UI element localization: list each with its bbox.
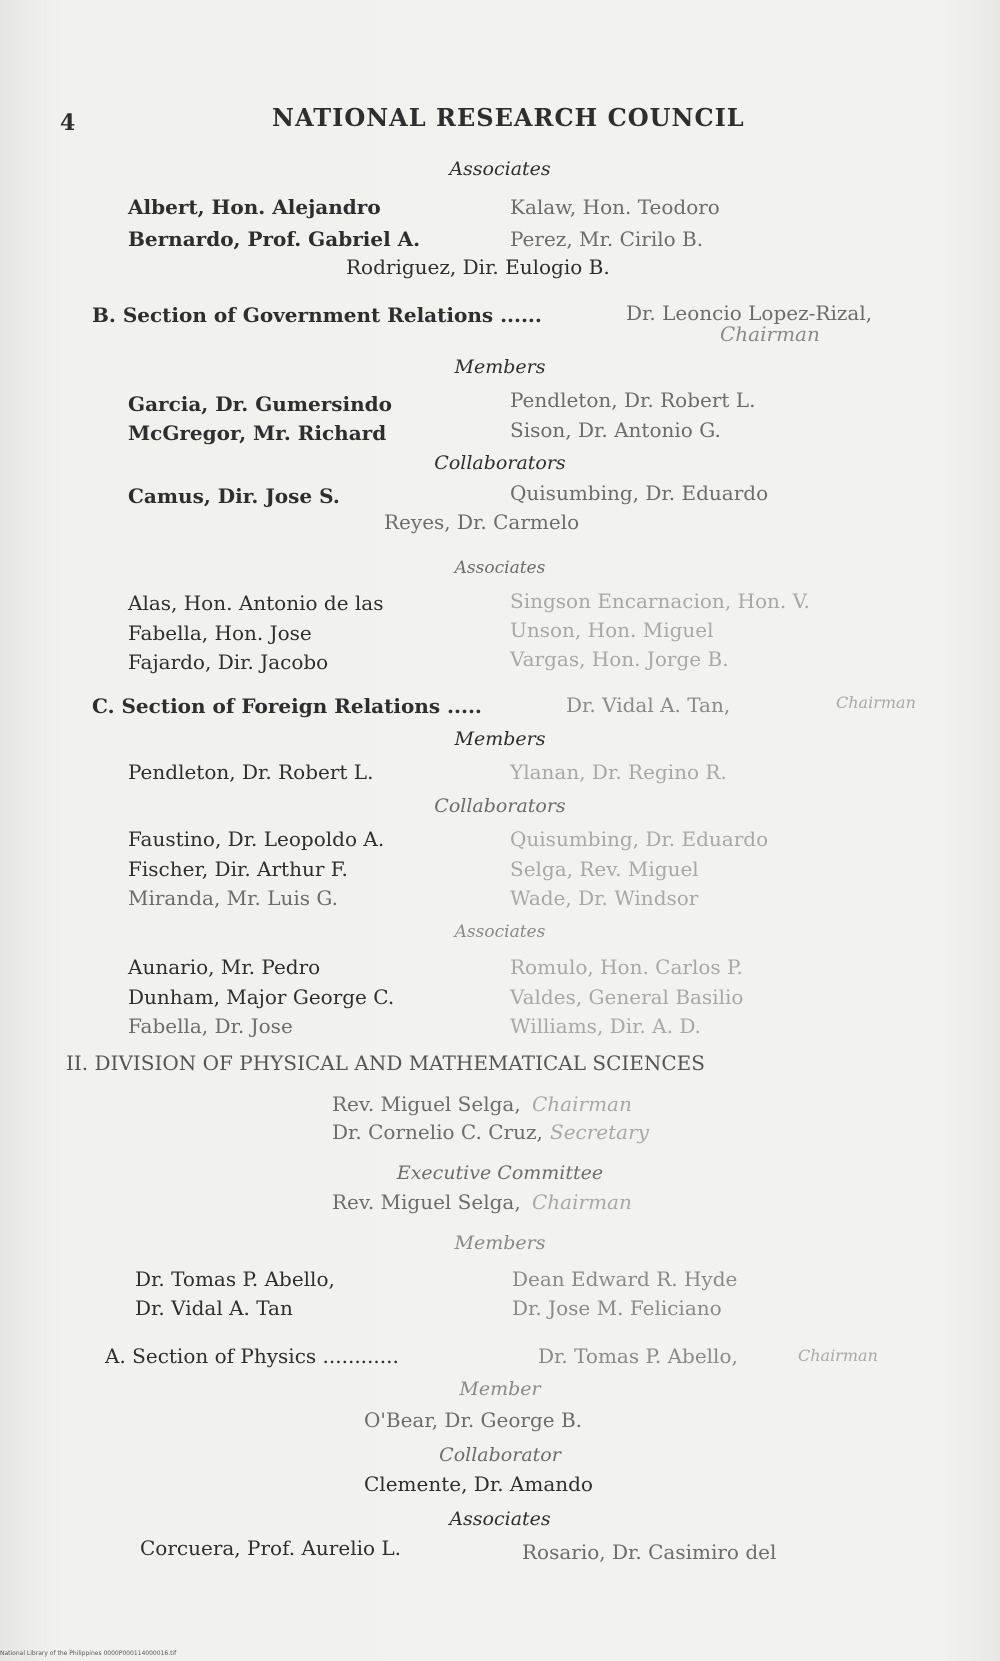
name-entry: Wade, Dr. Windsor xyxy=(510,886,699,910)
executive-committee-heading: Executive Committee xyxy=(396,1162,604,1184)
name-entry: Albert, Hon. Alejandro xyxy=(128,195,381,219)
section-heading: A. Section of Physics ............ xyxy=(105,1344,399,1368)
chairman-role: Chairman xyxy=(836,693,916,712)
name-entry: Singson Encarnacion, Hon. V. xyxy=(510,589,810,613)
collaborators-heading: Collaborators xyxy=(434,452,566,474)
section-heading: B. Section of Government Relations ...... xyxy=(92,303,542,327)
name-entry: O'Bear, Dr. George B. xyxy=(364,1408,583,1432)
name-entry: Dunham, Major George C. xyxy=(128,985,395,1009)
name-entry: Dr. Vidal A. Tan xyxy=(135,1296,293,1320)
chairman-role: Chairman xyxy=(720,322,820,346)
name-entry: Perez, Mr. Cirilo B. xyxy=(510,227,704,251)
name-entry: Faustino, Dr. Leopoldo A. xyxy=(128,827,385,851)
name-entry: Clemente, Dr. Amando xyxy=(364,1472,593,1496)
chairman-name: Dr. Leoncio Lopez-Rizal, xyxy=(626,301,873,325)
page-title: NATIONAL RESEARCH COUNCIL xyxy=(272,103,745,132)
collaborators-heading: Collaborators xyxy=(434,795,566,817)
name-entry: Vargas, Hon. Jorge B. xyxy=(510,647,729,671)
name-entry: Dr. Jose M. Feliciano xyxy=(512,1296,722,1320)
name-entry: Dean Edward R. Hyde xyxy=(512,1267,738,1291)
name-entry: Dr. Tomas P. Abello, xyxy=(135,1267,335,1291)
name-entry: Fajardo, Dir. Jacobo xyxy=(128,650,329,674)
associates-heading: Associates xyxy=(449,158,551,180)
name-entry: Williams, Dir. A. D. xyxy=(510,1014,702,1038)
chairman-name: Dr. Vidal A. Tan, xyxy=(566,693,731,717)
name-entry: Ylanan, Dr. Regino R. xyxy=(510,760,727,784)
name-entry: Rodriguez, Dir. Eulogio B. xyxy=(346,255,610,279)
name-entry: Sison, Dr. Antonio G. xyxy=(510,418,721,442)
name-entry: Selga, Rev. Miguel xyxy=(510,857,699,881)
name-entry: Fabella, Hon. Jose xyxy=(128,621,312,645)
secretary-role: Secretary xyxy=(550,1120,649,1144)
scan-footer: National Library of the Philippines 0000P000114000016.tif xyxy=(0,1650,177,1657)
name-entry: Miranda, Mr. Luis G. xyxy=(128,886,339,910)
name-entry: Aunario, Mr. Pedro xyxy=(128,955,321,979)
associates-heading: Associates xyxy=(454,922,546,942)
name-entry: Bernardo, Prof. Gabriel A. xyxy=(128,227,421,251)
name-entry: Valdes, General Basilio xyxy=(510,985,744,1009)
name-entry: Garcia, Dr. Gumersindo xyxy=(128,392,392,416)
name-entry: Unson, Hon. Miguel xyxy=(510,618,714,642)
secretary-name: Dr. Cornelio C. Cruz, xyxy=(332,1120,543,1144)
chairman-role: Chairman xyxy=(798,1346,878,1365)
name-entry: Fischer, Dir. Arthur F. xyxy=(128,857,348,881)
chairman-role: Chairman xyxy=(532,1190,632,1214)
name-entry: Corcuera, Prof. Aurelio L. xyxy=(140,1536,402,1560)
division-heading: II. DIVISION OF PHYSICAL AND MATHEMATICAL SCIENCES xyxy=(66,1051,705,1075)
associates-heading: Associates xyxy=(454,558,546,578)
name-entry: Reyes, Dr. Carmelo xyxy=(384,510,580,534)
members-heading: Members xyxy=(454,356,546,378)
chairman-role: Chairman xyxy=(532,1092,632,1116)
chairman-name: Dr. Tomas P. Abello, xyxy=(538,1344,738,1368)
section-heading: C. Section of Foreign Relations ..... xyxy=(92,694,482,718)
chairman-name: Rev. Miguel Selga, xyxy=(332,1092,521,1116)
name-entry: Rosario, Dr. Casimiro del xyxy=(522,1540,777,1564)
associates-heading: Associates xyxy=(449,1508,551,1530)
collaborator-heading: Collaborator xyxy=(439,1444,561,1466)
name-entry: Pendleton, Dr. Robert L. xyxy=(128,760,374,784)
members-heading: Members xyxy=(454,728,546,750)
name-entry: Fabella, Dr. Jose xyxy=(128,1014,293,1038)
chairman-name: Rev. Miguel Selga, xyxy=(332,1190,521,1214)
name-entry: McGregor, Mr. Richard xyxy=(128,421,387,445)
name-entry: Quisumbing, Dr. Eduardo xyxy=(510,481,769,505)
members-heading: Members xyxy=(454,1232,546,1254)
name-entry: Quisumbing, Dr. Eduardo xyxy=(510,827,769,851)
name-entry: Romulo, Hon. Carlos P. xyxy=(510,955,743,979)
name-entry: Alas, Hon. Antonio de las xyxy=(128,591,384,615)
member-heading: Member xyxy=(459,1378,541,1400)
name-entry: Pendleton, Dr. Robert L. xyxy=(510,388,756,412)
name-entry: Camus, Dir. Jose S. xyxy=(128,484,340,508)
page-number: 4 xyxy=(60,110,76,136)
name-entry: Kalaw, Hon. Teodoro xyxy=(510,195,720,219)
